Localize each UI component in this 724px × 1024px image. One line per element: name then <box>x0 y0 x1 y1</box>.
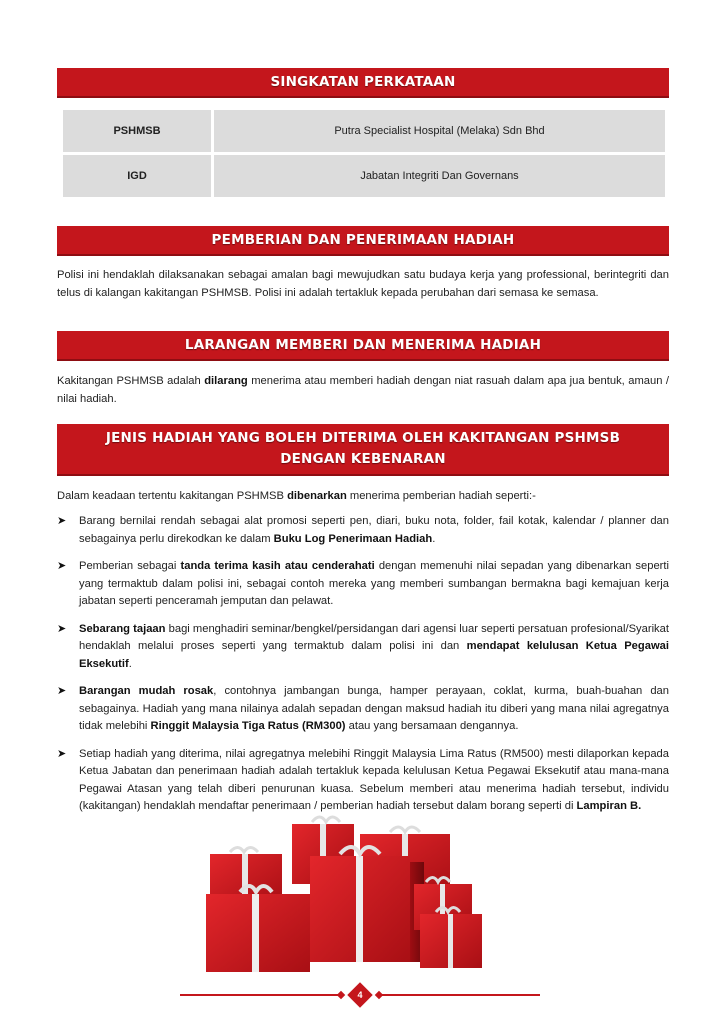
list-item <box>57 746 669 816</box>
text-run: Pemberian sebagai <box>79 560 181 572</box>
bold-text: Lampiran B. <box>576 800 642 812</box>
list-item-text <box>79 513 669 548</box>
text-run: atau yang bersamaan dengannya. <box>345 720 519 732</box>
bold-text: tanda terima kasih atau cenderahati <box>180 560 375 572</box>
abbr-key: PSHMSB <box>63 110 211 152</box>
footer-line <box>180 994 340 996</box>
text-run: . <box>432 532 436 545</box>
text-run: bagi menghadiri seminar/bengkel/persidangan dari agensi luar seperti persatuan profesional/Syarikat hendaklah melalui proses seperti yang termaktub dalam polisi ini dan <box>79 622 669 652</box>
bold-text: Buku Log Penerimaan Hadiah <box>273 532 433 545</box>
arrow-bullet-icon: ➤ <box>57 685 67 697</box>
arrow-bullet-icon: ➤ <box>57 560 67 572</box>
gifts-heading <box>57 226 669 256</box>
prohibition-heading-text: LARANGAN MEMBERI DAN MENERIMA HADIAH <box>184 337 542 353</box>
footer-line <box>380 994 540 996</box>
text-run: . <box>128 657 132 670</box>
abbreviations-table <box>63 110 665 200</box>
list-item-text <box>79 558 669 611</box>
arrow-bullet-icon: ➤ <box>57 747 67 760</box>
arrow-bullet-icon: ➤ <box>57 622 67 635</box>
text-run: , contohnya jambangan bunga, hamper perayaan, coklat, kurma, buah-buahan dan sebagainya. Hadiah yang mana nilainya adalah sepadan dengan maksud hadiah itu diberi yang mana nilai agregatnya tidak melebihi <box>79 685 669 732</box>
gifts-heading-text: PEMBERIAN DAN PENERIMAAN HADIAH <box>211 232 515 248</box>
text-run: menerima pemberian hadiah seperti:- <box>346 490 536 502</box>
text-run: Setiap hadiah yang diterima, nilai agregatnya melebihi Ringgit Malaysia Lima Ratus (RM500) mesti dilaporkan kepada Ketua Jabatan dan penerimaan hadiah adalah tertakluk kepada kelulusan Ketua Pegawai Eksekutif atau mana-mana Pegawai Atasan yang telah diberi penurunan kuasa. Sebelum memberi atau menerima hadiah tersebut, individu (kakitangan) hendaklah mendaftar penerimaan / pemberian hadiah tersebut dalam borang seperti di <box>79 747 669 812</box>
list-item <box>57 683 669 736</box>
prohibition-paragraph <box>57 373 669 408</box>
abbr-key: IGD <box>63 155 211 197</box>
page-number: 4 <box>357 990 363 1000</box>
table-row <box>63 110 665 152</box>
page-number-badge <box>347 982 372 1007</box>
bold-text: dilarang <box>204 375 248 387</box>
allowed-gifts-list <box>57 513 669 826</box>
bold-text: dibenarkan <box>287 490 347 502</box>
bold-text: Sebarang tajaan <box>79 622 166 635</box>
abbr-value: Putra Specialist Hospital (Melaka) Sdn Bhd <box>214 110 665 152</box>
bold-text: Ringgit Malaysia Tiga Ratus (RM300) <box>150 720 346 732</box>
list-item <box>57 558 669 611</box>
text-run: menerima atau memberi hadiah dengan niat rasuah dalam apa jua bentuk, amaun / nilai hadiah. <box>57 375 670 405</box>
gifts-paragraph: Polisi ini hendaklah dilaksanakan sebagai amalan bagi mewujudkan satu budaya kerja yang professional, berintegriti dan telus di kalangan kakitangan PSHMSB. Polisi ini adalah tertakluk kepada perubahan dari semasa ke semasa. <box>57 269 669 299</box>
text-run: dengan memenuhi nilai sepadan yang dibenarkan seperti yang termaktub dalam polisi ini, sebagai contoh mereka yang memberi sumbangan bermakna bagi kemajuan kerja jabatan seperti penceramah jemputan dan pelawat. <box>79 560 669 607</box>
gift-box <box>206 886 310 972</box>
abbr-value: Jabatan Integriti Dan Governans <box>214 155 665 197</box>
list-item-text <box>79 683 669 736</box>
allowed-gifts-heading-text: JENIS HADIAH YANG BOLEH DITERIMA OLEH KAKITANGAN PSHMSB DENGAN KEBENARAN <box>105 430 621 467</box>
bold-text: mendapat kelulusan Ketua Pegawai Eksekutif <box>79 640 669 670</box>
list-item-text <box>79 621 669 674</box>
prohibition-heading <box>57 331 669 361</box>
list-item <box>57 513 669 548</box>
text-run: Kakitangan PSHMSB adalah <box>57 375 205 387</box>
page-footer <box>180 983 540 1007</box>
list-item <box>57 621 669 674</box>
table-row <box>63 155 665 197</box>
footer-dot <box>337 991 345 999</box>
allowed-gifts-heading <box>57 424 669 476</box>
allowed-intro <box>57 488 669 506</box>
gift-box <box>420 908 482 969</box>
abbreviations-heading <box>57 68 669 98</box>
abbreviations-heading-text: SINGKATAN PERKATAAN <box>270 74 456 90</box>
list-item-text <box>79 746 669 816</box>
gift-boxes-icon <box>200 812 490 982</box>
bold-text: Barangan mudah rosak <box>79 685 214 697</box>
text-run: Dalam keadaan tertentu kakitangan PSHMSB <box>57 490 288 502</box>
gift-box <box>310 847 424 962</box>
text-run: Barang bernilai rendah sebagai alat promosi seperti pen, diari, buku nota, folder, fail kotak, kalendar / planner dan sebagainya perlu direkodkan ke dalam <box>79 515 669 545</box>
arrow-bullet-icon: ➤ <box>57 515 67 527</box>
